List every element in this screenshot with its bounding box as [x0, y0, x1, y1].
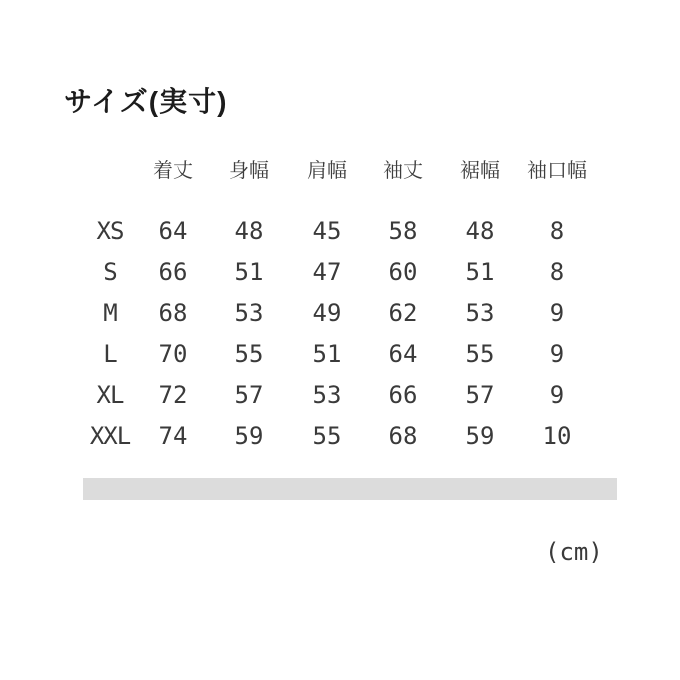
cell-xl-body-width: 57	[234, 380, 264, 409]
column-header-sleeve-length: 袖丈	[383, 159, 423, 182]
cell-m-shoulder-width: 49	[312, 298, 342, 327]
row-label-m: M	[103, 298, 117, 327]
cell-s-body-width: 51	[234, 257, 264, 286]
cell-s-hem-width: 51	[465, 257, 495, 286]
row-label-s: S	[103, 257, 117, 286]
cell-xl-shoulder-width: 53	[312, 380, 342, 409]
horizontal-scrollbar-track[interactable]	[83, 478, 617, 500]
column-header-shoulder-width: 肩幅	[307, 159, 347, 182]
cell-xs-body-width: 48	[234, 216, 264, 245]
column-header-hem-width: 裾幅	[460, 159, 500, 182]
cell-l-cuff-width: 9	[549, 339, 565, 368]
page-title: サイズ(実寸)	[64, 86, 228, 117]
table-corner-cell	[83, 148, 137, 188]
cell-xxl-shoulder-width: 55	[312, 421, 342, 450]
cell-xs-hem-width: 48	[465, 216, 495, 245]
row-label-xl: XL	[96, 380, 124, 409]
cell-l-shoulder-width: 51	[312, 339, 342, 368]
row-label-xs: XS	[96, 216, 124, 245]
cell-xl-body-length: 72	[158, 380, 188, 409]
cell-m-sleeve-length: 62	[388, 298, 418, 327]
column-header-cuff-width: 袖口幅	[527, 159, 587, 182]
cell-m-cuff-width: 9	[549, 298, 565, 327]
cell-xxl-sleeve-length: 68	[388, 421, 418, 450]
cell-s-shoulder-width: 47	[312, 257, 342, 286]
cell-m-body-length: 68	[158, 298, 188, 327]
cell-l-sleeve-length: 64	[388, 339, 418, 368]
size-table	[83, 148, 595, 456]
cell-l-hem-width: 55	[465, 339, 495, 368]
cell-xl-cuff-width: 9	[549, 380, 565, 409]
cell-xxl-body-length: 74	[158, 421, 188, 450]
cell-l-body-length: 70	[158, 339, 188, 368]
cell-xxl-body-width: 59	[234, 421, 264, 450]
cell-xxl-cuff-width: 10	[542, 421, 572, 450]
cell-xxl-hem-width: 59	[465, 421, 495, 450]
cell-xl-sleeve-length: 66	[388, 380, 418, 409]
cell-m-hem-width: 53	[465, 298, 495, 327]
cell-s-sleeve-length: 60	[388, 257, 418, 286]
column-header-body-length: 着丈	[153, 159, 193, 182]
cell-xs-body-length: 64	[158, 216, 188, 245]
cell-l-body-width: 55	[234, 339, 264, 368]
row-label-l: L	[103, 339, 117, 368]
unit-label-cm: (cm)	[545, 538, 603, 566]
cell-s-cuff-width: 8	[549, 257, 565, 286]
cell-s-body-length: 66	[158, 257, 188, 286]
column-header-body-width: 身幅	[229, 159, 269, 182]
cell-m-body-width: 53	[234, 298, 264, 327]
cell-xs-shoulder-width: 45	[312, 216, 342, 245]
cell-xs-sleeve-length: 58	[388, 216, 418, 245]
cell-xl-hem-width: 57	[465, 380, 495, 409]
row-label-xxl: XXL	[89, 421, 131, 450]
cell-xs-cuff-width: 8	[549, 216, 565, 245]
